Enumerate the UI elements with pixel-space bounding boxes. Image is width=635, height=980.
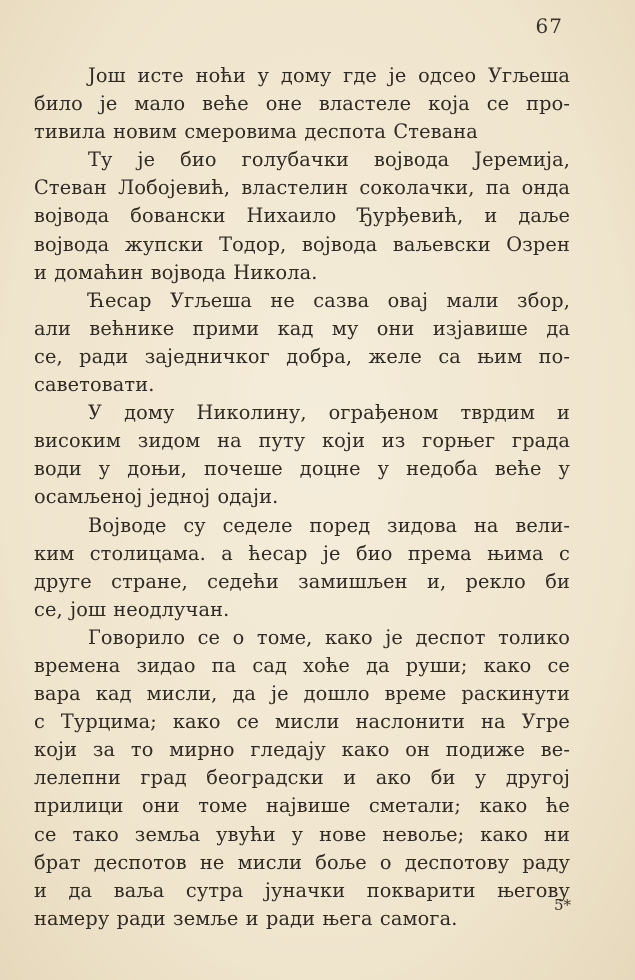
text-line: времена зидао па сад хоће да руши; како се xyxy=(34,653,570,677)
text-line: се, ради заједничког добра, желе са њим по- xyxy=(34,344,570,368)
body-text xyxy=(34,62,570,933)
text-line: и домаћин војвода Никола. xyxy=(34,260,318,284)
text-line: Говорило се о томе, како је деспот толико xyxy=(88,625,570,649)
text-line: осамљеној једној одаји. xyxy=(34,485,279,509)
text-line: брат деспотов не мисли боље о деспотову раду xyxy=(34,850,570,874)
text-line: војвода бовански Нихаило Ђурђевић, и даље xyxy=(34,204,570,228)
text-line: лелепни град београдски и ако би у другој xyxy=(34,766,570,790)
text-line: војвода жупски Тодор, војвода ваљевски Озрен xyxy=(34,232,570,256)
text-line: друге стране, седећи замишљен и, рекло би xyxy=(34,569,570,593)
paragraph-4 xyxy=(34,399,570,511)
text-line: ким столицама. а ћесар је био према њима с xyxy=(34,541,570,565)
text-line: саветовати. xyxy=(34,373,155,397)
paragraph-5 xyxy=(34,512,570,624)
text-line: вара кад мисли, да је дошло време раскинути xyxy=(34,682,570,706)
text-line: Војводе су седеле поред зидова на вели- xyxy=(88,513,570,537)
paragraph-2 xyxy=(34,146,570,286)
text-line: води у доњи, почеше доцне у недоба веће у xyxy=(34,457,570,481)
text-line: и да ваља сутра јуначки покварити његову xyxy=(34,878,570,902)
paragraph-3 xyxy=(34,287,570,399)
text-line: Стеван Лобојевић, властелин соколачки, па онда xyxy=(34,176,570,200)
paragraph-1 xyxy=(34,62,570,146)
text-line: било је мало веће оне властеле која се про- xyxy=(34,92,570,116)
text-line: тивила новим смеровима деспота Стевана xyxy=(34,120,478,144)
text-line: који за то мирно гледају како он подиже ве- xyxy=(34,738,570,762)
signature-mark: 5* xyxy=(553,896,571,914)
paragraph-6 xyxy=(34,624,570,933)
text-line: се, још неодлучан. xyxy=(34,597,230,621)
text-line: високим зидом на путу који из горњег града xyxy=(34,429,570,453)
text-line: али већнике прими кад му они изјавише да xyxy=(34,316,570,340)
text-line: У дому Николину, ограђеном тврдим и xyxy=(88,401,570,425)
page-number: 67 xyxy=(535,14,563,38)
text-line: се тако земља увући у нове невоље; како ни xyxy=(34,822,570,846)
text-line: прилици они томе највише сметали; како ће xyxy=(34,794,570,818)
text-line: с Турцима; како се мисли наслонити на Угре xyxy=(34,710,570,734)
text-line: Ћесар Угљеша не сазва овај мали збор, xyxy=(88,288,570,312)
text-line: намеру ради земље и ради њега самога. xyxy=(34,906,458,930)
text-line: Још исте ноћи у дому где је одсео Угљеша xyxy=(88,64,570,87)
text-line: Ту је био голубачки војвода Јеремија, xyxy=(88,148,570,172)
